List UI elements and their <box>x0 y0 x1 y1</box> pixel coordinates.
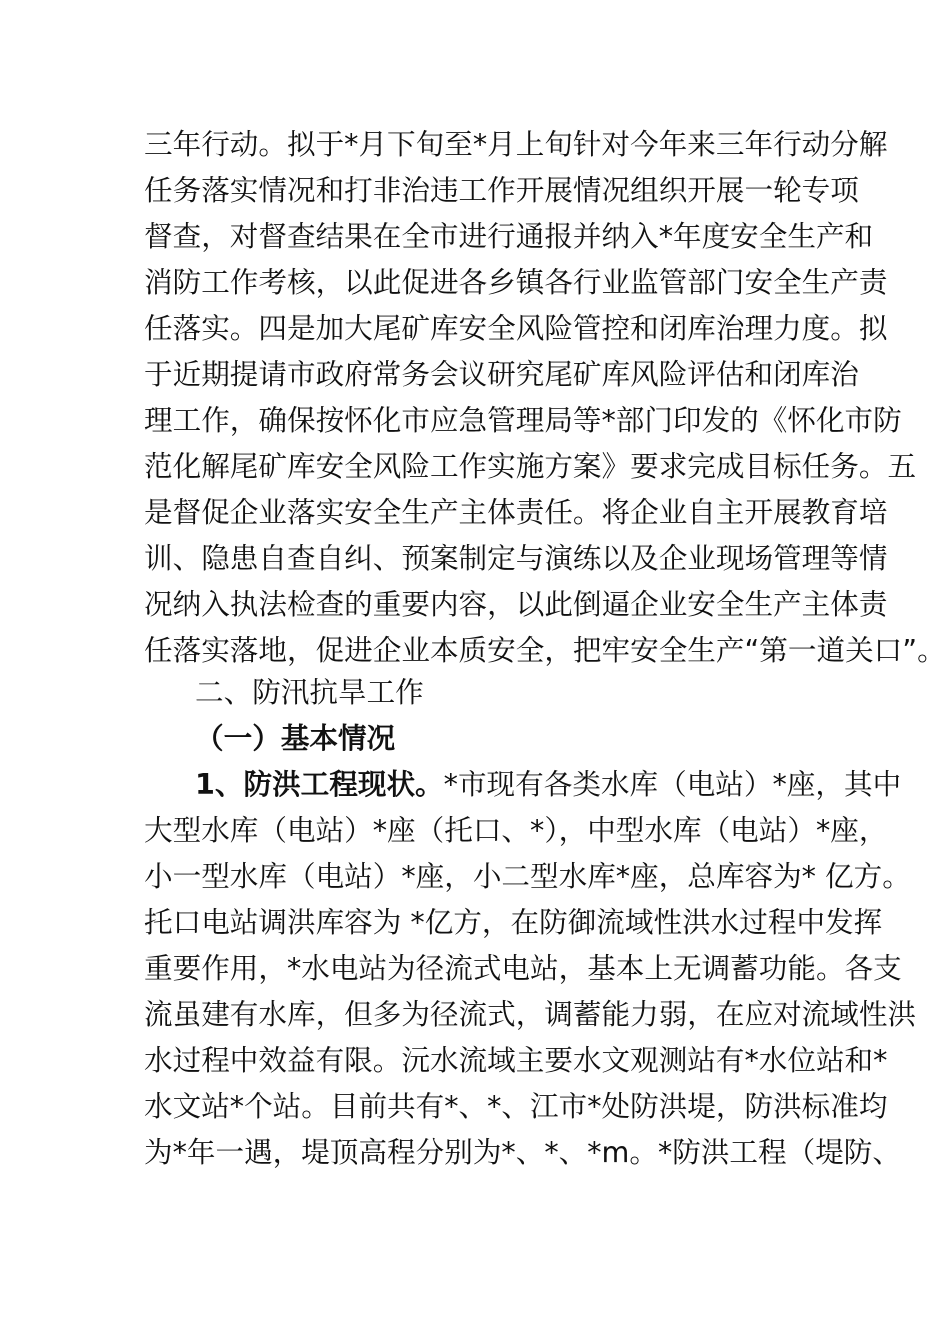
body-text-line: 流虽建有水库，但多为径流式，调蓄能力弱，在应对流域性洪 <box>144 997 917 1031</box>
body-text-line: 消防工作考核，以此促进各乡镇各行业监管部门安全生产责 <box>144 265 888 299</box>
body-text-line: 托口电站调洪库容为 *亿方，在防御流域性洪水过程中发挥 <box>144 905 883 939</box>
item-first-line-text: *市现有各类水库（电站）*座，其中 <box>443 767 902 801</box>
body-text-line: 况纳入执法检查的重要内容，以此倒逼企业安全生产主体责 <box>144 587 888 621</box>
subsection-heading: （一）基本情况 <box>195 721 396 755</box>
item-first-line <box>195 761 902 807</box>
body-text-line: 任落实落地，促进企业本质安全，把牢安全生产“第一道关口”。 <box>144 633 946 667</box>
body-text-line: 水文站*个站。目前共有*、*、江市*处防洪堤，防洪标准均 <box>144 1089 888 1123</box>
body-text-line: 任务落实情况和打非治违工作开展情况组织开展一轮专项 <box>144 173 859 207</box>
body-text-line: 训、隐患自查自纠、预案制定与演练以及企业现场管理等情 <box>144 541 888 575</box>
body-text-line: 三年行动。拟于*月下旬至*月上旬针对今年来三年行动分解 <box>144 127 888 161</box>
body-text-line: 理工作，确保按怀化市应急管理局等*部门印发的《怀化市防 <box>144 403 902 437</box>
body-text-line: 是督促企业落实安全生产主体责任。将企业自主开展教育培 <box>144 495 888 529</box>
item-label: 1、防洪工程现状。 <box>195 767 444 801</box>
body-text-line: 重要作用，*水电站为径流式电站，基本上无调蓄功能。各支 <box>144 951 902 985</box>
body-text-line: 为*年一遇，堤顶高程分别为*、*、*m。*防洪工程（堤防、 <box>144 1135 901 1169</box>
body-text-line: 于近期提请市政府常务会议研究尾矿库风险评估和闭库治 <box>144 357 859 391</box>
body-text-line: 水过程中效益有限。沅水流域主要水文观测站有*水位站和* <box>144 1043 888 1077</box>
section-heading: 二、防汛抗旱工作 <box>195 675 424 709</box>
body-text-line: 任落实。四是加大尾矿库安全风险管控和闭库治理力度。拟 <box>144 311 888 345</box>
body-text-line: 大型水库（电站）*座（托口、*），中型水库（电站）*座， <box>144 813 888 847</box>
body-text-line: 小一型水库（电站）*座，小二型水库*座，总库容为* 亿方。 <box>144 859 911 893</box>
body-text-line: 范化解尾矿库安全风险工作实施方案》要求完成目标任务。五 <box>144 449 917 483</box>
body-text-line: 督查，对督查结果在全市进行通报并纳入*年度安全生产和 <box>144 219 874 253</box>
